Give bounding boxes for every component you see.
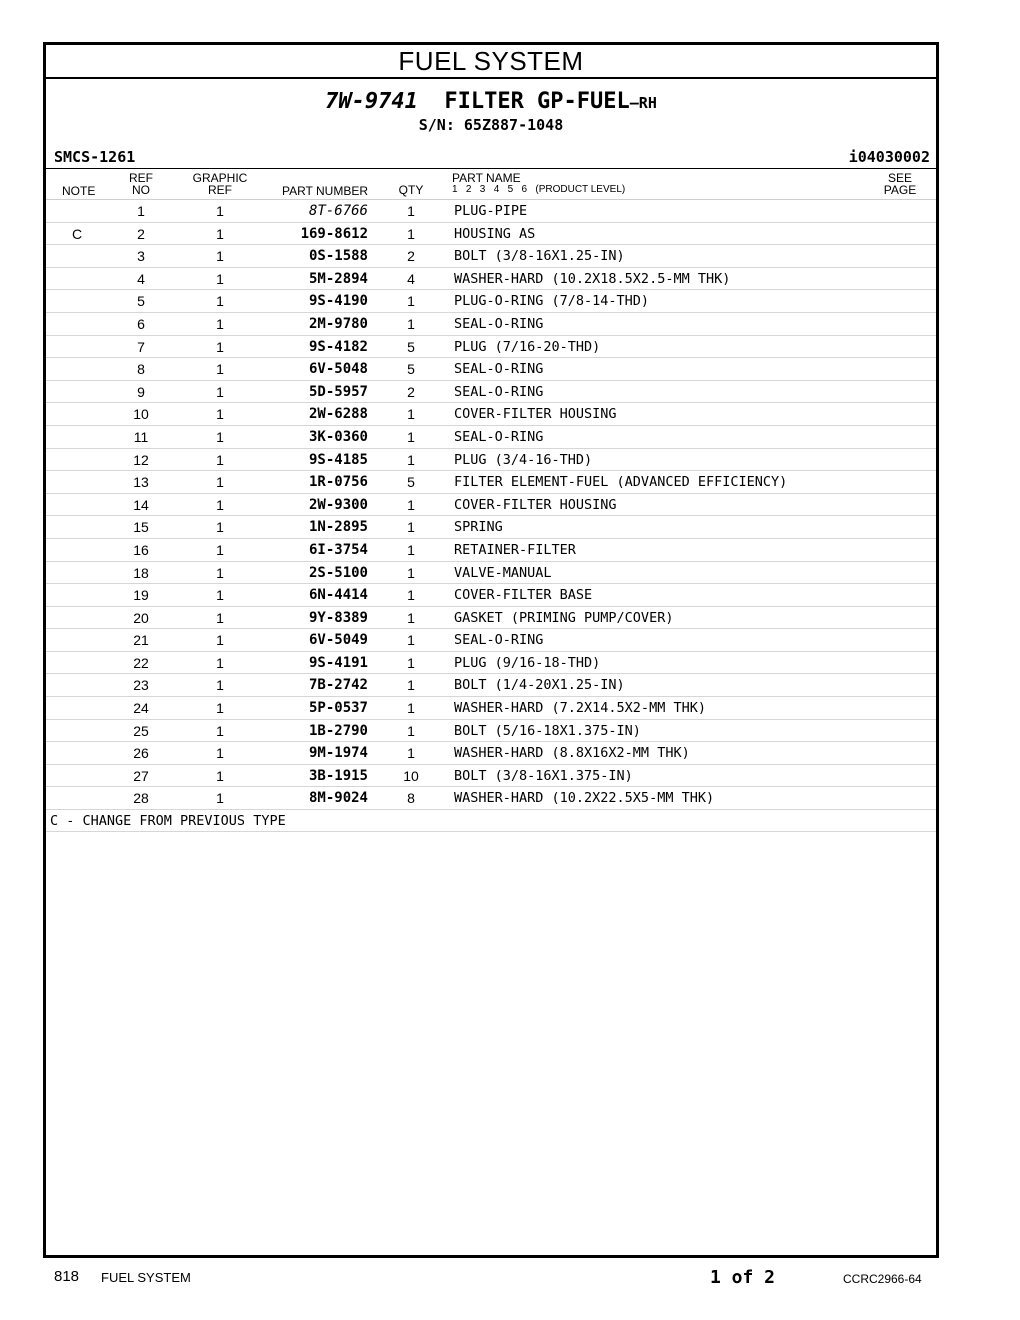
ref-no-cell: 11 — [133, 428, 149, 445]
graphic-ref-cell: 1 — [216, 451, 224, 468]
part-number-cell: 7B-2742 — [308, 677, 368, 694]
table-row — [46, 449, 936, 472]
part-name-cell: SEAL-O-RING — [454, 632, 544, 649]
graphic-ref-cell: 1 — [216, 338, 224, 355]
graphic-ref-cell: 1 — [216, 225, 224, 242]
graphic-ref-cell: 1 — [216, 474, 224, 491]
section-title: FUEL SYSTEM — [46, 45, 936, 79]
part-name-cell: PLUG (7/16-20-THD) — [454, 338, 601, 355]
qty-cell: 1 — [407, 519, 415, 536]
qty-cell: 1 — [407, 700, 415, 717]
graphic-ref-cell: 1 — [216, 406, 224, 423]
ref-no-cell: 24 — [133, 700, 149, 717]
header-ref-top: REF — [129, 171, 153, 185]
serial-number: S/N: 65Z887-1048 — [418, 116, 564, 134]
group-name: FILTER GP-FUEL — [444, 89, 630, 114]
part-number-cell: 8M-9024 — [308, 790, 368, 807]
qty-cell: 1 — [407, 225, 415, 242]
graphic-ref-cell: 1 — [216, 315, 224, 332]
ref-no-cell: 3 — [137, 248, 145, 265]
graphic-ref-cell: 1 — [216, 654, 224, 671]
ref-no-cell: 19 — [133, 587, 149, 604]
part-name-cell: VALVE-MANUAL — [454, 564, 552, 581]
graphic-ref-cell: 1 — [216, 722, 224, 739]
part-number-cell: 3B-1915 — [308, 767, 368, 784]
table-row — [46, 358, 936, 381]
part-number-cell: 9Y-8389 — [308, 609, 368, 626]
page-number: 818 — [54, 1268, 80, 1285]
graphic-ref-cell: 1 — [216, 767, 224, 784]
header-note: NOTE — [62, 184, 96, 198]
part-number-cell: 169-8612 — [300, 225, 368, 242]
ref-no-cell: 15 — [133, 519, 149, 536]
part-name-cell: SEAL-O-RING — [454, 428, 544, 445]
part-name-cell: PLUG-PIPE — [454, 203, 528, 219]
qty-cell: 5 — [407, 474, 415, 491]
parts-table-body — [46, 200, 936, 810]
part-number-cell: 5D-5957 — [308, 383, 368, 400]
ref-no-cell: 9 — [137, 383, 145, 400]
table-row — [46, 674, 936, 697]
part-name-cell: HOUSING AS — [454, 225, 536, 242]
qty-cell: 1 — [407, 609, 415, 626]
part-name-cell: BOLT (5/16-18X1.375-IN) — [454, 722, 641, 739]
part-number-cell: 0S-1588 — [308, 248, 368, 265]
qty-cell: 1 — [407, 587, 415, 604]
table-header — [46, 168, 936, 200]
table-row — [46, 223, 936, 246]
header-product-level: 1 2 3 4 5 6 (PRODUCT LEVEL) — [452, 184, 626, 195]
qty-cell: 10 — [403, 767, 419, 784]
ref-no-cell: 14 — [133, 496, 149, 513]
table-row — [46, 403, 936, 426]
table-row — [46, 471, 936, 494]
smcs-code: SMCS-1261 — [54, 148, 136, 166]
table-row — [46, 607, 936, 630]
header-graphic-top: GRAPHIC — [192, 171, 248, 185]
header-part-name: PART NAME — [452, 171, 521, 185]
ref-no-cell: 13 — [133, 474, 149, 491]
table-row — [46, 562, 936, 585]
qty-cell: 2 — [407, 383, 415, 400]
graphic-ref-cell: 1 — [216, 383, 224, 400]
part-number-cell: 2M-9780 — [308, 315, 368, 332]
part-name-cell: BOLT (3/8-16X1.25-IN) — [454, 248, 625, 265]
table-row — [46, 245, 936, 268]
part-number-cell: 9S-4191 — [308, 654, 368, 671]
graphic-ref-cell: 1 — [216, 609, 224, 626]
graphic-ref-cell: 1 — [216, 790, 224, 807]
ref-no-cell: 22 — [133, 654, 149, 671]
part-number-cell: 1R-0756 — [308, 474, 368, 491]
qty-cell: 8 — [407, 790, 415, 807]
qty-cell: 1 — [407, 203, 415, 219]
header-see-bottom: PAGE — [883, 183, 917, 197]
ref-no-cell: 25 — [133, 722, 149, 739]
footnote-text: C - CHANGE FROM PREVIOUS TYPE — [50, 813, 286, 830]
qty-cell: 1 — [407, 632, 415, 649]
qty-cell: 1 — [407, 541, 415, 558]
ref-no-cell: 8 — [137, 361, 145, 378]
ref-no-cell: 27 — [133, 767, 149, 784]
table-row — [46, 426, 936, 449]
table-row — [46, 290, 936, 313]
part-number-cell: 1B-2790 — [308, 722, 368, 739]
part-name-cell: BOLT (3/8-16X1.375-IN) — [454, 767, 633, 784]
graphic-ref-cell: 1 — [216, 541, 224, 558]
table-row — [46, 200, 936, 223]
qty-cell: 1 — [407, 677, 415, 694]
header-see-top: SEE — [887, 171, 912, 185]
table-row — [46, 539, 936, 562]
table-row — [46, 765, 936, 788]
table-row — [46, 494, 936, 517]
table-row — [46, 720, 936, 743]
part-number-cell: 1N-2895 — [308, 519, 368, 536]
qty-cell: 5 — [407, 338, 415, 355]
part-name-cell: PLUG (3/4-16-THD) — [454, 451, 593, 468]
part-number-cell: 2W-9300 — [308, 496, 368, 513]
part-name-cell: BOLT (1/4-20X1.25-IN) — [454, 677, 625, 694]
part-name-cell: SEAL-O-RING — [454, 361, 544, 378]
illustration-id: i04030002 — [848, 148, 930, 166]
part-name-cell: GASKET (PRIMING PUMP/COVER) — [454, 609, 674, 626]
graphic-ref-cell: 1 — [216, 632, 224, 649]
part-name-cell: COVER-FILTER BASE — [454, 587, 593, 604]
part-number-cell: 2S-5100 — [308, 564, 368, 581]
qty-cell: 1 — [407, 496, 415, 513]
part-name-cell: RETAINER-FILTER — [454, 541, 576, 558]
part-name-cell: PLUG-O-RING (7/8-14-THD) — [454, 293, 650, 310]
page-footer — [0, 1268, 1020, 1292]
table-row — [46, 742, 936, 765]
table-row — [46, 629, 936, 652]
qty-cell: 1 — [407, 451, 415, 468]
graphic-ref-cell: 1 — [216, 700, 224, 717]
part-number-cell: 9M-1974 — [308, 745, 368, 762]
footer-section: FUEL SYSTEM — [101, 1270, 191, 1285]
qty-cell: 1 — [407, 315, 415, 332]
part-name-cell: WASHER-HARD (10.2X22.5X5-MM THK) — [454, 790, 715, 807]
graphic-ref-cell: 1 — [216, 587, 224, 604]
ref-no-cell: 10 — [133, 406, 149, 423]
note-cell: C — [71, 225, 83, 242]
graphic-ref-cell: 1 — [216, 270, 224, 287]
header-part-number: PART NUMBER — [281, 184, 368, 198]
graphic-ref-cell: 1 — [216, 496, 224, 513]
graphic-ref-cell: 1 — [216, 564, 224, 581]
header-qty: QTY — [398, 183, 424, 197]
qty-cell: 5 — [407, 361, 415, 378]
part-number-cell: 9S-4182 — [308, 338, 368, 355]
qty-cell: 1 — [407, 564, 415, 581]
table-row — [46, 652, 936, 675]
ref-no-cell: 23 — [133, 677, 149, 694]
ref-no-cell: 28 — [133, 790, 149, 807]
smcs-row — [46, 146, 936, 168]
ref-no-cell: 1 — [137, 203, 145, 219]
ref-no-cell: 5 — [137, 293, 145, 310]
part-number-cell: 3K-0360 — [308, 428, 368, 445]
ref-no-cell: 4 — [137, 270, 145, 287]
graphic-ref-cell: 1 — [216, 248, 224, 265]
graphic-ref-cell: 1 — [216, 293, 224, 310]
table-row — [46, 313, 936, 336]
part-name-cell: PLUG (9/16-18-THD) — [454, 654, 601, 671]
ref-no-cell: 21 — [133, 632, 149, 649]
table-row — [46, 697, 936, 720]
table-row — [46, 336, 936, 359]
qty-cell: 1 — [407, 428, 415, 445]
qty-cell: 2 — [407, 248, 415, 265]
graphic-ref-cell: 1 — [216, 519, 224, 536]
part-number-cell: 6V-5049 — [308, 632, 368, 649]
qty-cell: 1 — [407, 722, 415, 739]
ref-no-cell: 2 — [137, 225, 145, 242]
part-number-cell: 6I-3754 — [308, 541, 368, 558]
part-number-cell: 6N-4414 — [308, 587, 368, 604]
part-number-cell: 2W-6288 — [308, 406, 368, 423]
table-row — [46, 516, 936, 539]
doc-code: CCRC2966-64 — [843, 1272, 922, 1286]
part-name-cell: SEAL-O-RING — [454, 315, 544, 332]
part-number-cell: 9S-4185 — [308, 451, 368, 468]
group-part-number: 7W-9741 — [325, 89, 418, 114]
qty-cell: 1 — [407, 406, 415, 423]
parts-list-frame — [43, 42, 939, 1258]
page-of: 1 of 2 — [710, 1267, 776, 1288]
ref-no-cell: 12 — [133, 451, 149, 468]
ref-no-cell: 20 — [133, 609, 149, 626]
table-row — [46, 584, 936, 607]
part-name-cell: SEAL-O-RING — [454, 383, 544, 400]
part-number-cell: 5M-2894 — [308, 270, 368, 287]
ref-no-cell: 26 — [133, 745, 149, 762]
header-graphic-bottom: REF — [208, 183, 232, 197]
qty-cell: 1 — [407, 654, 415, 671]
ref-no-cell: 6 — [137, 315, 145, 332]
graphic-ref-cell: 1 — [216, 677, 224, 694]
part-name-cell: WASHER-HARD (10.2X18.5X2.5-MM THK) — [454, 270, 731, 287]
table-row — [46, 381, 936, 404]
graphic-ref-cell: 1 — [216, 203, 224, 219]
part-number-cell: 8T-6766 — [308, 203, 368, 219]
qty-cell: 1 — [407, 745, 415, 762]
ref-no-cell: 18 — [133, 564, 149, 581]
part-number-cell: 9S-4190 — [308, 293, 368, 310]
part-name-cell: FILTER ELEMENT-FUEL (ADVANCED EFFICIENCY) — [454, 474, 788, 491]
part-name-cell: SPRING — [454, 519, 503, 536]
graphic-ref-cell: 1 — [216, 428, 224, 445]
part-name-cell: COVER-FILTER HOUSING — [454, 496, 617, 513]
part-number-cell: 6V-5048 — [308, 361, 368, 378]
group-suffix: —RH — [629, 94, 657, 112]
ref-no-cell: 7 — [137, 338, 145, 355]
ref-no-cell: 16 — [133, 541, 149, 558]
qty-cell: 4 — [407, 270, 415, 287]
part-number-cell: 5P-0537 — [308, 700, 368, 717]
graphic-ref-cell: 1 — [216, 361, 224, 378]
part-name-cell: COVER-FILTER HOUSING — [454, 406, 617, 423]
qty-cell: 1 — [407, 293, 415, 310]
graphic-ref-cell: 1 — [216, 745, 224, 762]
table-row — [46, 787, 936, 810]
header-ref-bottom: NO — [132, 183, 150, 197]
part-name-cell: WASHER-HARD (7.2X14.5X2-MM THK) — [454, 700, 706, 717]
part-name-cell: WASHER-HARD (8.8X16X2-MM THK) — [454, 745, 690, 762]
table-row — [46, 268, 936, 291]
group-title — [46, 89, 936, 116]
footnote — [46, 810, 936, 832]
